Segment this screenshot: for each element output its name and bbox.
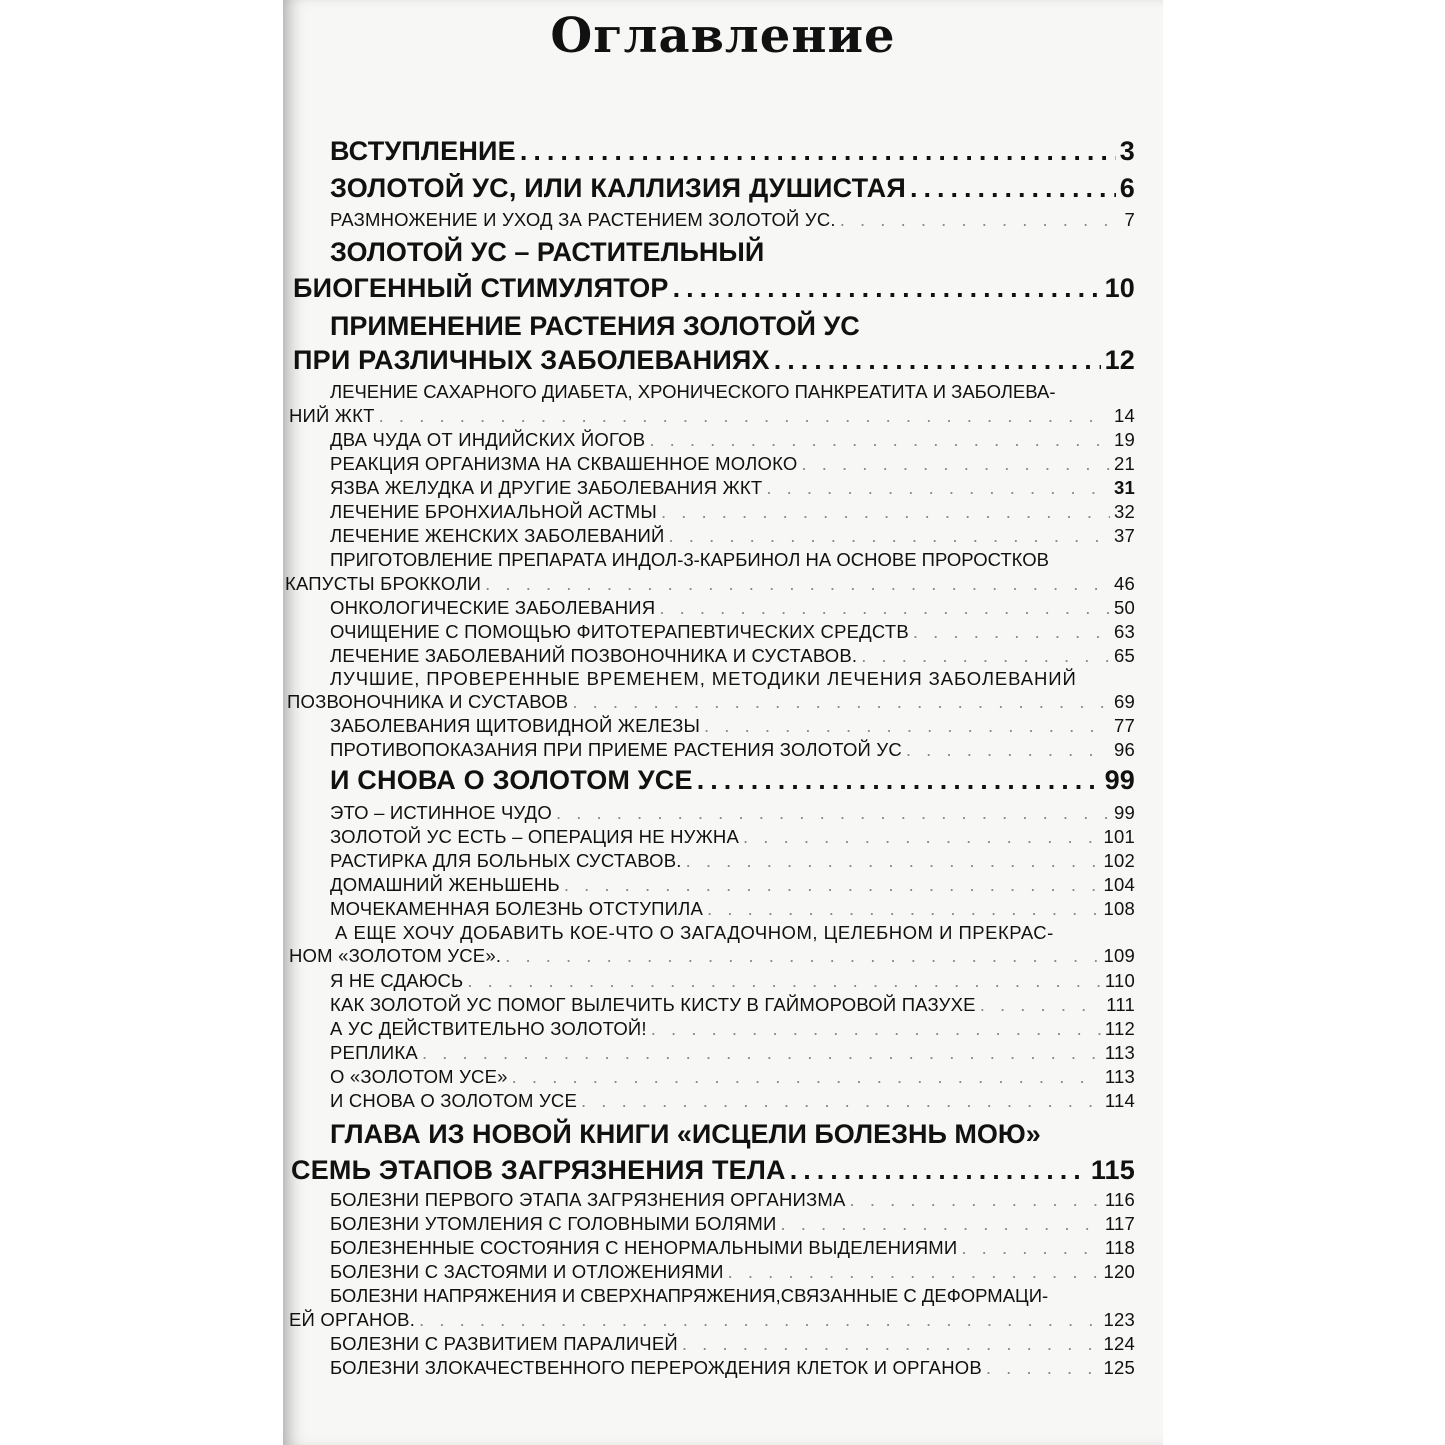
toc-entry-title-line1: ПРИМЕНЕНИЕ РАСТЕНИЯ ЗОЛОТОЙ УС	[330, 311, 860, 341]
toc-entry-minor[interactable]	[285, 573, 1135, 595]
toc-entry-minor[interactable]	[330, 621, 1135, 643]
toc-entry-title: ЯЗВА ЖЕЛУДКА И ДРУГИЕ ЗАБОЛЕВАНИЯ ЖКТ	[330, 477, 763, 498]
toc-leader-dots	[651, 1018, 1101, 1040]
toc-entry-title: ВСТУПЛЕНИЕ	[330, 136, 516, 166]
toc-leader-dots	[512, 1066, 1101, 1088]
toc-leader-dots	[520, 136, 1116, 167]
toc-entry-minor[interactable]	[330, 1042, 1135, 1064]
toc-entry-title-line1: ЛЕЧЕНИЕ САХАРНОГО ДИАБЕТА, ХРОНИЧЕСКОГО ПАНКРЕАТИТА И ЗАБОЛЕВА-	[330, 381, 1056, 402]
toc-entry-title: ОЧИЩЕНИЕ С ПОМОЩЬЮ ФИТОТЕРАПЕВТИЧЕСКИХ СРЕДСТВ	[330, 621, 909, 642]
toc-entry-minor[interactable]	[330, 874, 1135, 896]
toc-leader-dots	[790, 1155, 1087, 1186]
toc-entry-title: ДОМАШНИЙ ЖЕНЬШЕНЬ	[330, 874, 560, 895]
toc-leader-dots	[910, 173, 1116, 204]
toc-entry-minor[interactable]	[330, 1261, 1135, 1283]
toc-entry-title-line1: ЛУЧШИЕ, ПРОВЕРЕННЫЕ ВРЕМЕНЕМ, МЕТОДИКИ ЛЕЧЕНИЯ ЗАБОЛЕВАНИЙ	[330, 668, 1077, 689]
toc-page-number: 104	[1103, 874, 1135, 895]
toc-entry-title: БИОГЕННЫЙ СТИМУЛЯТОР	[293, 273, 669, 303]
toc-entry-major[interactable]	[293, 345, 1135, 376]
toc-entry-minor[interactable]	[330, 850, 1135, 872]
toc-entry-title: РАСТИРКА ДЛЯ БОЛЬНЫХ СУСТАВОВ.	[330, 850, 682, 871]
toc-entry-title: А УС ДЕЙСТВИТЕЛЬНО ЗОЛОТОЙ!	[330, 1018, 647, 1039]
toc-entry-title-line1: ПРИГОТОВЛЕНИЕ ПРЕПАРАТА ИНДОЛ-3-КАРБИНОЛ НА ОСНОВЕ ПРОРОСТКОВ	[330, 549, 1049, 570]
toc-entry-minor[interactable]	[330, 209, 1135, 231]
toc-entry-title: ОНКОЛОГИЧЕСКИЕ ЗАБОЛЕВАНИЯ	[330, 597, 656, 618]
table-of-contents	[283, 0, 1163, 1445]
toc-page-number: 12	[1104, 345, 1135, 375]
toc-page-number: 99	[1104, 765, 1135, 795]
toc-page-number: 14	[1114, 405, 1135, 426]
toc-entry-title: БОЛЕЗНЕННЫЕ СОСТОЯНИЯ С НЕНОРМАЛЬНЫМИ ВЫДЕЛЕНИЯМИ	[330, 1237, 958, 1258]
toc-leader-dots	[682, 1333, 1100, 1355]
toc-entry-minor[interactable]	[330, 1090, 1135, 1112]
toc-entry-title: РЕПЛИКА	[330, 1042, 418, 1063]
toc-entry-title: ДВА ЧУДА ОТ ИНДИЙСКИХ ЙОГОВ	[330, 429, 646, 450]
toc-leader-dots	[581, 1090, 1101, 1112]
toc-leader-dots	[704, 715, 1110, 737]
toc-page-number: 3	[1119, 136, 1135, 166]
toc-entry-title: О «ЗОЛОТОМ УСЕ»	[330, 1066, 508, 1087]
toc-entry-major[interactable]	[330, 173, 1135, 204]
toc-entry-title: ЭТО – ИСТИННОЕ ЧУДО	[330, 802, 552, 823]
toc-leader-dots	[766, 477, 1110, 499]
toc-entry-minor[interactable]	[330, 970, 1135, 992]
toc-entry-title: ЗОЛОТОЙ УС, ИЛИ КАЛЛИЗИЯ ДУШИСТАЯ	[330, 173, 906, 203]
toc-page-number: 37	[1114, 525, 1135, 546]
toc-entry-minor[interactable]	[330, 898, 1135, 920]
toc-page-number: 113	[1104, 1066, 1135, 1087]
toc-entry-minor[interactable]	[289, 1309, 1135, 1331]
toc-page-number: 108	[1103, 898, 1135, 919]
toc-entry-minor[interactable]	[330, 429, 1135, 451]
toc-leader-dots	[505, 945, 1099, 967]
toc-leader-dots	[669, 525, 1111, 547]
toc-leader-dots	[467, 970, 1101, 992]
toc-entry-title: НОМ «ЗОЛОТОМ УСЕ».	[289, 945, 502, 966]
toc-entry-title: ПРОТИВОПОКАЗАНИЯ ПРИ ПРИЕМЕ РАСТЕНИЯ ЗОЛОТОЙ УС	[330, 739, 902, 760]
toc-entry-title: ЗАБОЛЕВАНИЯ ЩИТОВИДНОЙ ЖЕЛЕЗЫ	[330, 715, 701, 736]
page-title: Оглавление	[550, 8, 896, 64]
toc-entry-title: И СНОВА О ЗОЛОТОМ УСЕ	[330, 1090, 578, 1111]
toc-page-number: 31	[1114, 477, 1135, 498]
toc-leader-dots	[686, 850, 1100, 872]
toc-entry-minor[interactable]	[330, 826, 1135, 848]
toc-leader-dots	[661, 501, 1110, 523]
toc-entry-minor[interactable]	[330, 1018, 1135, 1040]
toc-entry-minor[interactable]	[330, 1333, 1135, 1355]
toc-entry-major[interactable]	[330, 765, 1135, 796]
toc-entry-minor[interactable]	[330, 994, 1135, 1016]
toc-page-number: 63	[1114, 621, 1135, 642]
toc-page-number: 125	[1103, 1357, 1135, 1378]
toc-entry-title: КАПУСТЫ БРОККОЛИ	[285, 573, 482, 594]
toc-page-number: 69	[1114, 691, 1135, 712]
toc-entry-title: РЕАКЦИЯ ОРГАНИЗМА НА СКВАШЕННОЕ МОЛОКО	[330, 453, 798, 474]
toc-entry-title: ЕЙ ОРГАНОВ.	[289, 1309, 416, 1330]
toc-entry-title: РАЗМНОЖЕНИЕ И УХОД ЗА РАСТЕНИЕМ ЗОЛОТОЙ УС.	[330, 209, 836, 230]
toc-leader-dots	[913, 621, 1110, 643]
toc-entry-minor[interactable]	[330, 1357, 1135, 1379]
toc-page-number: 46	[1114, 573, 1135, 594]
toc-entry-title: И СНОВА О ЗОЛОТОМ УСЕ	[330, 765, 693, 795]
toc-entry-minor[interactable]	[330, 453, 1135, 475]
toc-entry-major[interactable]	[293, 273, 1135, 304]
toc-page-number: 7	[1124, 209, 1135, 230]
toc-entry-minor[interactable]	[330, 739, 1135, 761]
toc-page-number: 102	[1103, 850, 1135, 871]
toc-entry-title: ЗОЛОТОЙ УС ЕСТЬ – ОПЕРАЦИЯ НЕ НУЖНА	[330, 826, 740, 847]
toc-leader-dots	[801, 453, 1110, 475]
toc-leader-dots	[422, 1042, 1101, 1064]
toc-entry-title: БОЛЕЗНИ УТОМЛЕНИЯ С ГОЛОВНЫМИ БОЛЯМИ	[330, 1213, 777, 1234]
toc-page-number: 10	[1104, 273, 1135, 303]
toc-entry-minor[interactable]	[330, 1237, 1135, 1259]
toc-leader-dots	[980, 994, 1103, 1016]
toc-page-number: 19	[1114, 429, 1135, 450]
toc-entry-title: БОЛЕЗНИ С ЗАСТОЯМИ И ОТЛОЖЕНИЯМИ	[330, 1261, 724, 1282]
toc-leader-dots	[649, 429, 1110, 451]
toc-leader-dots	[961, 1237, 1101, 1259]
toc-entry-title: БОЛЕЗНИ С РАЗВИТИЕМ ПАРАЛИЧЕЙ	[330, 1333, 678, 1354]
toc-leader-dots	[697, 765, 1101, 796]
toc-page-number: 32	[1114, 501, 1135, 522]
toc-entry-title: ПОЗВОНОЧНИКА И СУСТАВОВ	[287, 691, 569, 712]
toc-entry-title: БОЛЕЗНИ ПЕРВОГО ЭТАПА ЗАГРЯЗНЕНИЯ ОРГАНИЗМА	[330, 1189, 846, 1210]
toc-entry-title: БОЛЕЗНИ ЗЛОКАЧЕСТВЕННОГО ПЕРЕРОЖДЕНИЯ КЛЕТОК И ОРГАНОВ	[330, 1357, 982, 1378]
toc-page-number: 6	[1119, 173, 1135, 203]
toc-page-number: 65	[1114, 645, 1135, 666]
toc-entry-title: ЛЕЧЕНИЕ БРОНХИАЛЬНОЙ АСТМЫ	[330, 501, 657, 522]
toc-entry-title: Я НЕ СДАЮСЬ	[330, 970, 464, 991]
toc-entry-minor[interactable]	[330, 597, 1135, 619]
toc-leader-dots	[774, 345, 1101, 376]
toc-page-number: 112	[1104, 1018, 1135, 1039]
toc-page-number: 77	[1114, 715, 1135, 736]
toc-entry-title: КАК ЗОЛОТОЙ УС ПОМОГ ВЫЛЕЧИТЬ КИСТУ В ГАЙМОРОВОЙ ПАЗУХЕ	[330, 994, 976, 1015]
toc-leader-dots	[564, 874, 1100, 896]
toc-entry-minor[interactable]	[330, 1213, 1135, 1235]
toc-page-number: 109	[1103, 945, 1135, 966]
toc-leader-dots	[743, 826, 1100, 848]
toc-leader-dots	[780, 1213, 1100, 1235]
toc-page-number: 120	[1103, 1261, 1135, 1282]
toc-entry-title-line1: ЗОЛОТОЙ УС – РАСТИТЕЛЬНЫЙ	[330, 237, 765, 267]
toc-page-number: 113	[1104, 1042, 1135, 1063]
toc-page-number: 123	[1103, 1309, 1135, 1330]
toc-leader-dots	[906, 739, 1110, 761]
toc-leader-dots	[572, 691, 1110, 713]
toc-entry-minor[interactable]	[289, 405, 1135, 427]
toc-page-number: 116	[1104, 1189, 1135, 1210]
toc-entry-minor[interactable]	[330, 1189, 1135, 1211]
book-page	[283, 0, 1163, 1445]
toc-page-number: 99	[1114, 802, 1135, 823]
toc-entry-title: ЛЕЧЕНИЕ ЖЕНСКИХ ЗАБОЛЕВАНИЙ	[330, 525, 665, 546]
toc-entry-title: МОЧЕКАМЕННАЯ БОЛЕЗНЬ ОТСТУПИЛА	[330, 898, 704, 919]
toc-page-number: 124	[1103, 1333, 1135, 1354]
toc-page-number: 111	[1106, 994, 1135, 1015]
toc-leader-dots	[659, 597, 1110, 619]
toc-page-number: 117	[1104, 1213, 1135, 1234]
toc-leader-dots	[728, 1261, 1100, 1283]
toc-entry-minor[interactable]	[330, 501, 1135, 523]
toc-entry-title: ЛЕЧЕНИЕ ЗАБОЛЕВАНИЙ ПОЗВОНОЧНИКА И СУСТАВОВ.	[330, 645, 858, 666]
toc-leader-dots	[673, 273, 1101, 304]
toc-entry-minor[interactable]	[330, 715, 1135, 737]
toc-page-number: 118	[1104, 1237, 1135, 1258]
toc-entry-minor[interactable]	[330, 525, 1135, 547]
toc-leader-dots	[379, 405, 1110, 427]
toc-entry-minor[interactable]	[289, 945, 1135, 967]
toc-leader-dots	[556, 802, 1110, 824]
toc-entry-minor[interactable]	[287, 691, 1135, 713]
toc-leader-dots	[840, 209, 1121, 231]
toc-entry-title: НИЙ ЖКТ	[289, 405, 375, 426]
toc-page-number: 115	[1090, 1155, 1135, 1185]
toc-entry-title-line1: А ЕЩЕ ХОЧУ ДОБАВИТЬ КОЕ-ЧТО О ЗАГАДОЧНОМ, ЦЕЛЕБНОМ И ПРЕКРАС-	[335, 922, 1054, 943]
toc-entry-minor[interactable]	[330, 1066, 1135, 1088]
toc-entry-minor[interactable]	[330, 645, 1135, 667]
toc-page-number: 110	[1104, 970, 1135, 991]
toc-leader-dots	[485, 573, 1110, 595]
toc-leader-dots	[861, 645, 1110, 667]
toc-page-number: 101	[1103, 826, 1135, 847]
toc-entry-minor[interactable]	[330, 477, 1135, 499]
toc-leader-dots	[986, 1357, 1100, 1379]
toc-entry-minor[interactable]	[330, 802, 1135, 824]
toc-entry-major[interactable]	[330, 136, 1135, 167]
toc-page-number: 50	[1114, 597, 1135, 618]
toc-leader-dots	[419, 1309, 1099, 1331]
toc-leader-dots	[707, 898, 1099, 920]
toc-entry-major[interactable]	[291, 1155, 1135, 1186]
toc-page-number: 96	[1114, 739, 1135, 760]
toc-page-number: 21	[1114, 453, 1135, 474]
toc-leader-dots	[850, 1189, 1101, 1211]
toc-entry-title-line1: ГЛАВА ИЗ НОВОЙ КНИГИ «ИСЦЕЛИ БОЛЕЗНЬ МОЮ»	[330, 1119, 1041, 1149]
toc-entry-title: ПРИ РАЗЛИЧНЫХ ЗАБОЛЕВАНИЯХ	[293, 345, 770, 375]
toc-entry-title-line1: БОЛЕЗНИ НАПРЯЖЕНИЯ И СВЕРХНАПРЯЖЕНИЯ,СВЯЗАННЫЕ С ДЕФОРМАЦИ-	[330, 1285, 1049, 1306]
toc-page-number: 114	[1104, 1090, 1135, 1111]
toc-entry-title: СЕМЬ ЭТАПОВ ЗАГРЯЗНЕНИЯ ТЕЛА	[291, 1155, 786, 1185]
